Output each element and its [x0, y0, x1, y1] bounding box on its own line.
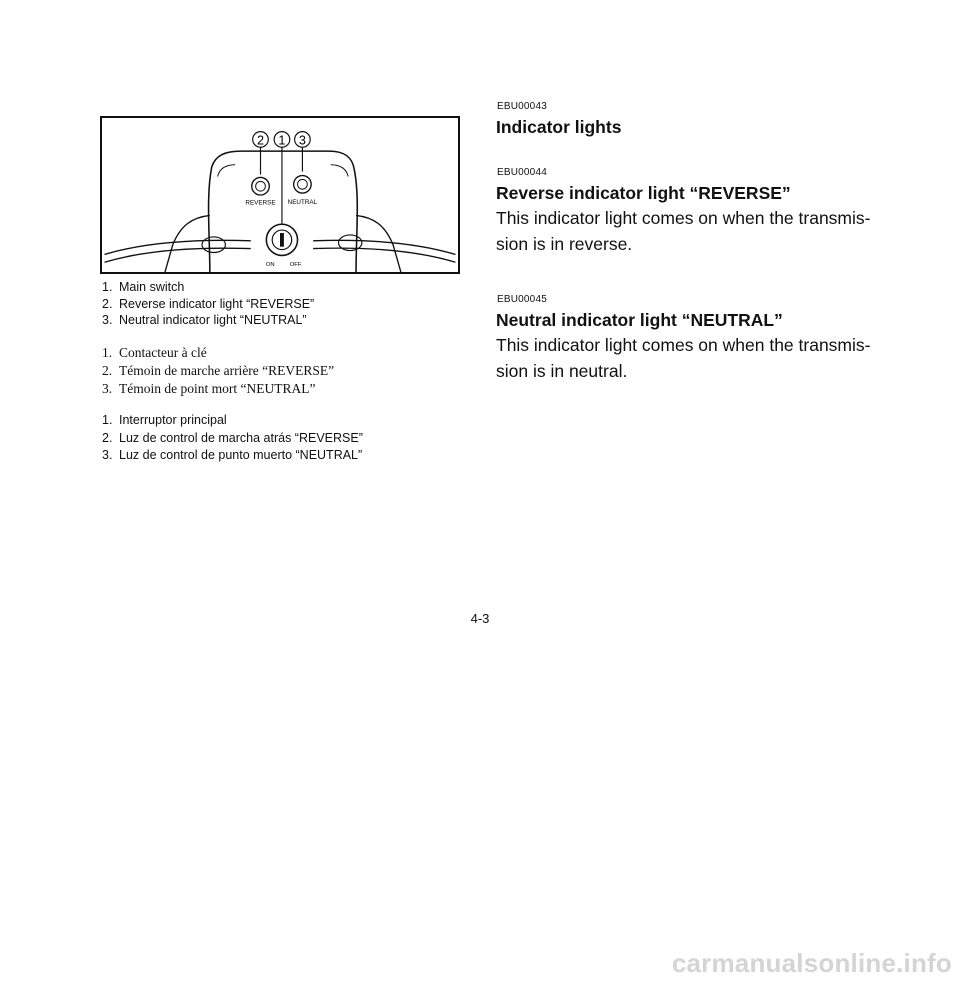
- section-body: This indicator light comes on when the transmis-sion is in neutral.: [496, 335, 871, 381]
- watermark: carmanualsonline.info: [671, 948, 952, 978]
- callout-1: [274, 132, 290, 148]
- handlebar-panel-drawing: [102, 118, 458, 272]
- svg-text:ON: ON: [265, 262, 275, 269]
- svg-text:NEUTRAL: NEUTRAL: [287, 198, 318, 206]
- svg-text:1: 1: [278, 133, 286, 148]
- neutral-indicator-light: [288, 176, 318, 206]
- legend-french: [102, 344, 482, 398]
- legend-item: 2. Luz de control de marcha atrás “REVERSE”: [102, 430, 363, 445]
- callout-3: [295, 132, 311, 148]
- svg-text:REVERSE: REVERSE: [245, 199, 276, 207]
- legend-item: 3. Neutral indicator light “NEUTRAL”: [102, 313, 307, 327]
- svg-text:3: 3: [298, 133, 306, 148]
- reverse-indicator-light: [245, 177, 275, 206]
- legend-item: 2. Témoin de marche arrière “REVERSE”: [102, 363, 335, 378]
- section-body: This indicator light comes on when the transmis-sion is in reverse.: [496, 208, 871, 254]
- main-switch: [266, 224, 302, 268]
- legend-item: 3. Luz de control de punto muerto “NEUTRAL”: [102, 448, 363, 462]
- svg-text:2: 2: [256, 133, 265, 148]
- section-code: EBU00044: [497, 167, 547, 178]
- section-heading: Reverse indicator light “REVERSE”: [496, 183, 791, 203]
- section-code: EBU00043: [497, 101, 547, 112]
- legend-item: 1. Contacteur à clé: [102, 345, 207, 360]
- legend-item: 1. Interruptor principal: [102, 413, 227, 427]
- legend-item: 2. Reverse indicator light “REVERSE”: [102, 296, 315, 311]
- section-heading: Indicator lights: [496, 117, 622, 137]
- section-code: EBU00045: [497, 294, 547, 305]
- callout-2: [253, 132, 269, 148]
- indicator-lights-illustration: [100, 116, 460, 274]
- legend-item: 1. Main switch: [102, 280, 185, 294]
- legend-spanish: [102, 412, 482, 465]
- section-heading: Neutral indicator light “NEUTRAL”: [496, 310, 783, 330]
- legend-item: 3. Témoin de point mort “NEUTRAL”: [102, 381, 316, 396]
- legend-english: [102, 279, 482, 329]
- page-number: 4-3: [470, 611, 490, 626]
- svg-text:OFF: OFF: [289, 262, 302, 269]
